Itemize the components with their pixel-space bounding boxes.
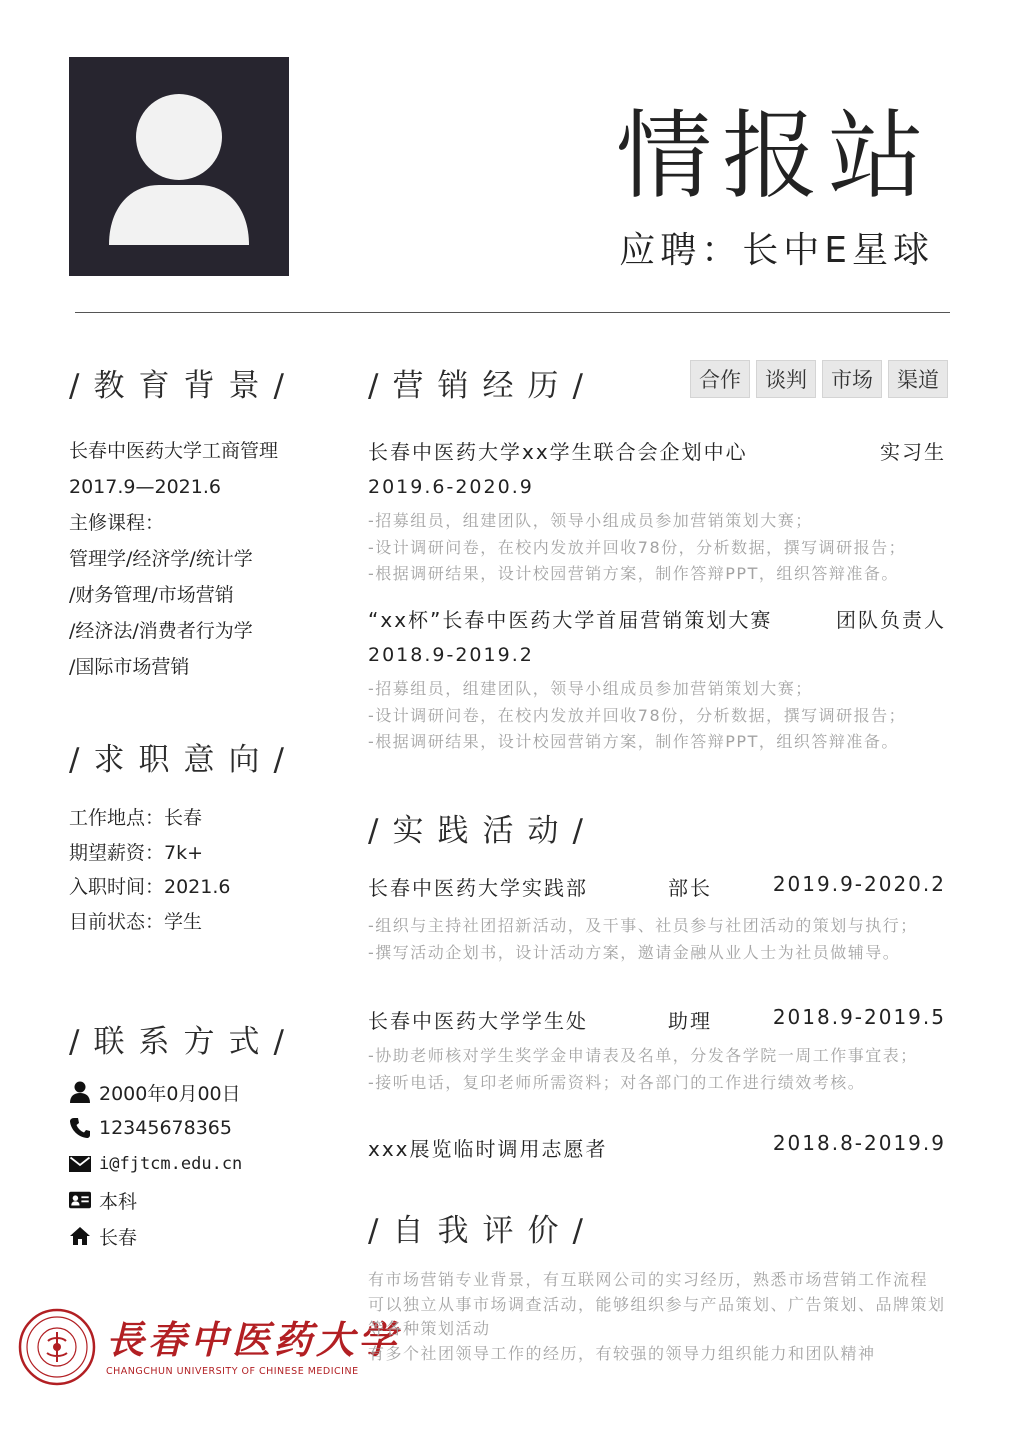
birthday-text: 2000年0月00日 [99, 1082, 241, 1105]
university-logo [18, 1308, 400, 1386]
contact-phone [69, 1113, 232, 1143]
education-block [69, 433, 278, 685]
university-seal-icon [18, 1308, 96, 1386]
experience-date: 2019.6-2020.9 [368, 476, 534, 498]
activity-bullets [368, 913, 918, 966]
skill-tag: 谈判 [756, 360, 816, 398]
self-eval-line: 有市场营销专业背景，有互联网公司的实习经历，熟悉市场营销工作流程 [368, 1270, 929, 1289]
bullet-line: -接听电话，复印老师所需资料；对各部门的工作进行绩效考核。 [368, 1072, 866, 1092]
experience-date: 2018.9-2019.2 [368, 644, 534, 666]
activity-org: 长春中医药大学学生处 [368, 1009, 588, 1033]
bullet-line: -根据调研结果，设计校园营销方案，制作答辩PPT，组织答辩准备。 [368, 564, 899, 583]
activity-org: xxx展览临时调用志愿者 [368, 1137, 608, 1161]
skill-tag: 合作 [690, 360, 750, 398]
education-line: 长春中医药大学工商管理 [69, 440, 279, 462]
bullet-line: -招募组员，组建团队，领导小组成员参加营销策划大赛； [368, 679, 813, 698]
contact-birthday [69, 1077, 241, 1107]
experience-role: 实习生 [880, 440, 946, 464]
experience-bullets [368, 508, 906, 588]
bullet-line: -设计调研问卷，在校内发放并回收78份，分析数据，撰写调研报告； [368, 537, 907, 557]
bullet-line: -根据调研结果，设计校园营销方案，制作答辩PPT，组织答辩准备。 [368, 732, 899, 751]
contact-city [69, 1221, 137, 1251]
activity-role: 助理 [668, 1009, 712, 1033]
avatar-photo [69, 57, 289, 276]
city-text: 长春 [99, 1226, 138, 1249]
bullet-line: -撰写活动企划书，设计活动方案，邀请金融从业人士为社员做辅导。 [368, 942, 901, 962]
education-line: 主修课程： [69, 512, 165, 534]
bullet-line: -组织与主持社团招新活动，及干事、社员参与社团活动的策划与执行； [368, 916, 918, 935]
id-card-icon [69, 1189, 91, 1211]
intent-line: 入职时间：2021.6 [69, 876, 231, 898]
activity-date: 2018.8-2019.9 [772, 1131, 946, 1155]
experience-org: 长春中医药大学xx学生联合会企划中心 [368, 440, 748, 464]
header-divider [75, 312, 950, 313]
contact-email [69, 1149, 242, 1179]
bullet-line: -协助老师核对学生奖学金申请表及名单，分发各学院一周工作事宜表； [368, 1046, 918, 1065]
contact-degree [69, 1185, 137, 1215]
experience-role: 团队负责人 [836, 608, 946, 632]
intent-line: 期望薪资：7k+ [69, 841, 204, 864]
email-text: i@fjtcm.edu.cn [99, 1154, 243, 1174]
section-title-intent: /求职意向/ [69, 742, 298, 778]
skill-tags [690, 360, 948, 398]
avatar-placeholder-icon [69, 57, 289, 276]
candidate-name: 情报站 [616, 100, 934, 212]
activity-date: 2018.9-2019.5 [772, 1005, 946, 1029]
activity-bullets [368, 1043, 918, 1096]
person-icon [69, 1081, 91, 1103]
skill-tag: 市场 [822, 360, 882, 398]
experience-bullets [368, 676, 906, 756]
intent-line: 工作地点：长春 [69, 807, 203, 829]
section-title-education: /教育背景/ [69, 368, 298, 404]
section-title-self-eval: /自我评价/ [368, 1213, 597, 1249]
experience-org: “xx杯”长春中医药大学首届营销策划大赛 [368, 608, 773, 632]
self-eval-line: 可以独立从事市场调查活动，能够组织参与产品策划、广告策划、品牌策划等各种策划活动 [368, 1294, 946, 1338]
education-line: 2017.9—2021.6 [69, 476, 221, 498]
education-line: /财务管理/市场营销 [69, 584, 234, 606]
activity-org: 长春中医药大学实践部 [368, 876, 588, 900]
self-eval-line: 有多个社团领导工作的经历，有较强的领导力组织能力和团队精神 [368, 1343, 876, 1363]
bullet-line: -设计调研问卷，在校内发放并回收78份，分析数据，撰写调研报告； [368, 705, 907, 725]
activity-role: 部长 [668, 876, 712, 900]
home-icon [69, 1225, 91, 1247]
degree-text: 本科 [99, 1190, 138, 1213]
section-title-contact: /联系方式/ [69, 1024, 298, 1060]
skill-tag: 渠道 [888, 360, 948, 398]
activity-date: 2019.9-2020.2 [772, 872, 946, 896]
intent-block [69, 801, 230, 939]
phone-icon [69, 1117, 91, 1139]
self-eval-text [368, 1268, 948, 1366]
section-title-marketing: /营销经历/ [368, 368, 597, 404]
education-line: /经济法/消费者行为学 [69, 620, 253, 642]
phone-text: 12345678365 [99, 1117, 232, 1139]
section-title-practice: /实践活动/ [368, 813, 597, 849]
mail-icon [69, 1153, 91, 1175]
university-name-en: CHANGCHUN UNIVERSITY OF CHINESE MEDICINE [106, 1365, 359, 1377]
education-line: /国际市场营销 [69, 656, 190, 678]
education-line: 管理学/经济学/统计学 [69, 548, 253, 570]
bullet-line: -招募组员，组建团队，领导小组成员参加营销策划大赛； [368, 511, 813, 530]
university-name-cn: 長春中医药大学 [106, 1316, 401, 1362]
intent-line: 目前状态：学生 [69, 910, 203, 933]
application-line: 应聘：长中E星球 [619, 230, 934, 271]
